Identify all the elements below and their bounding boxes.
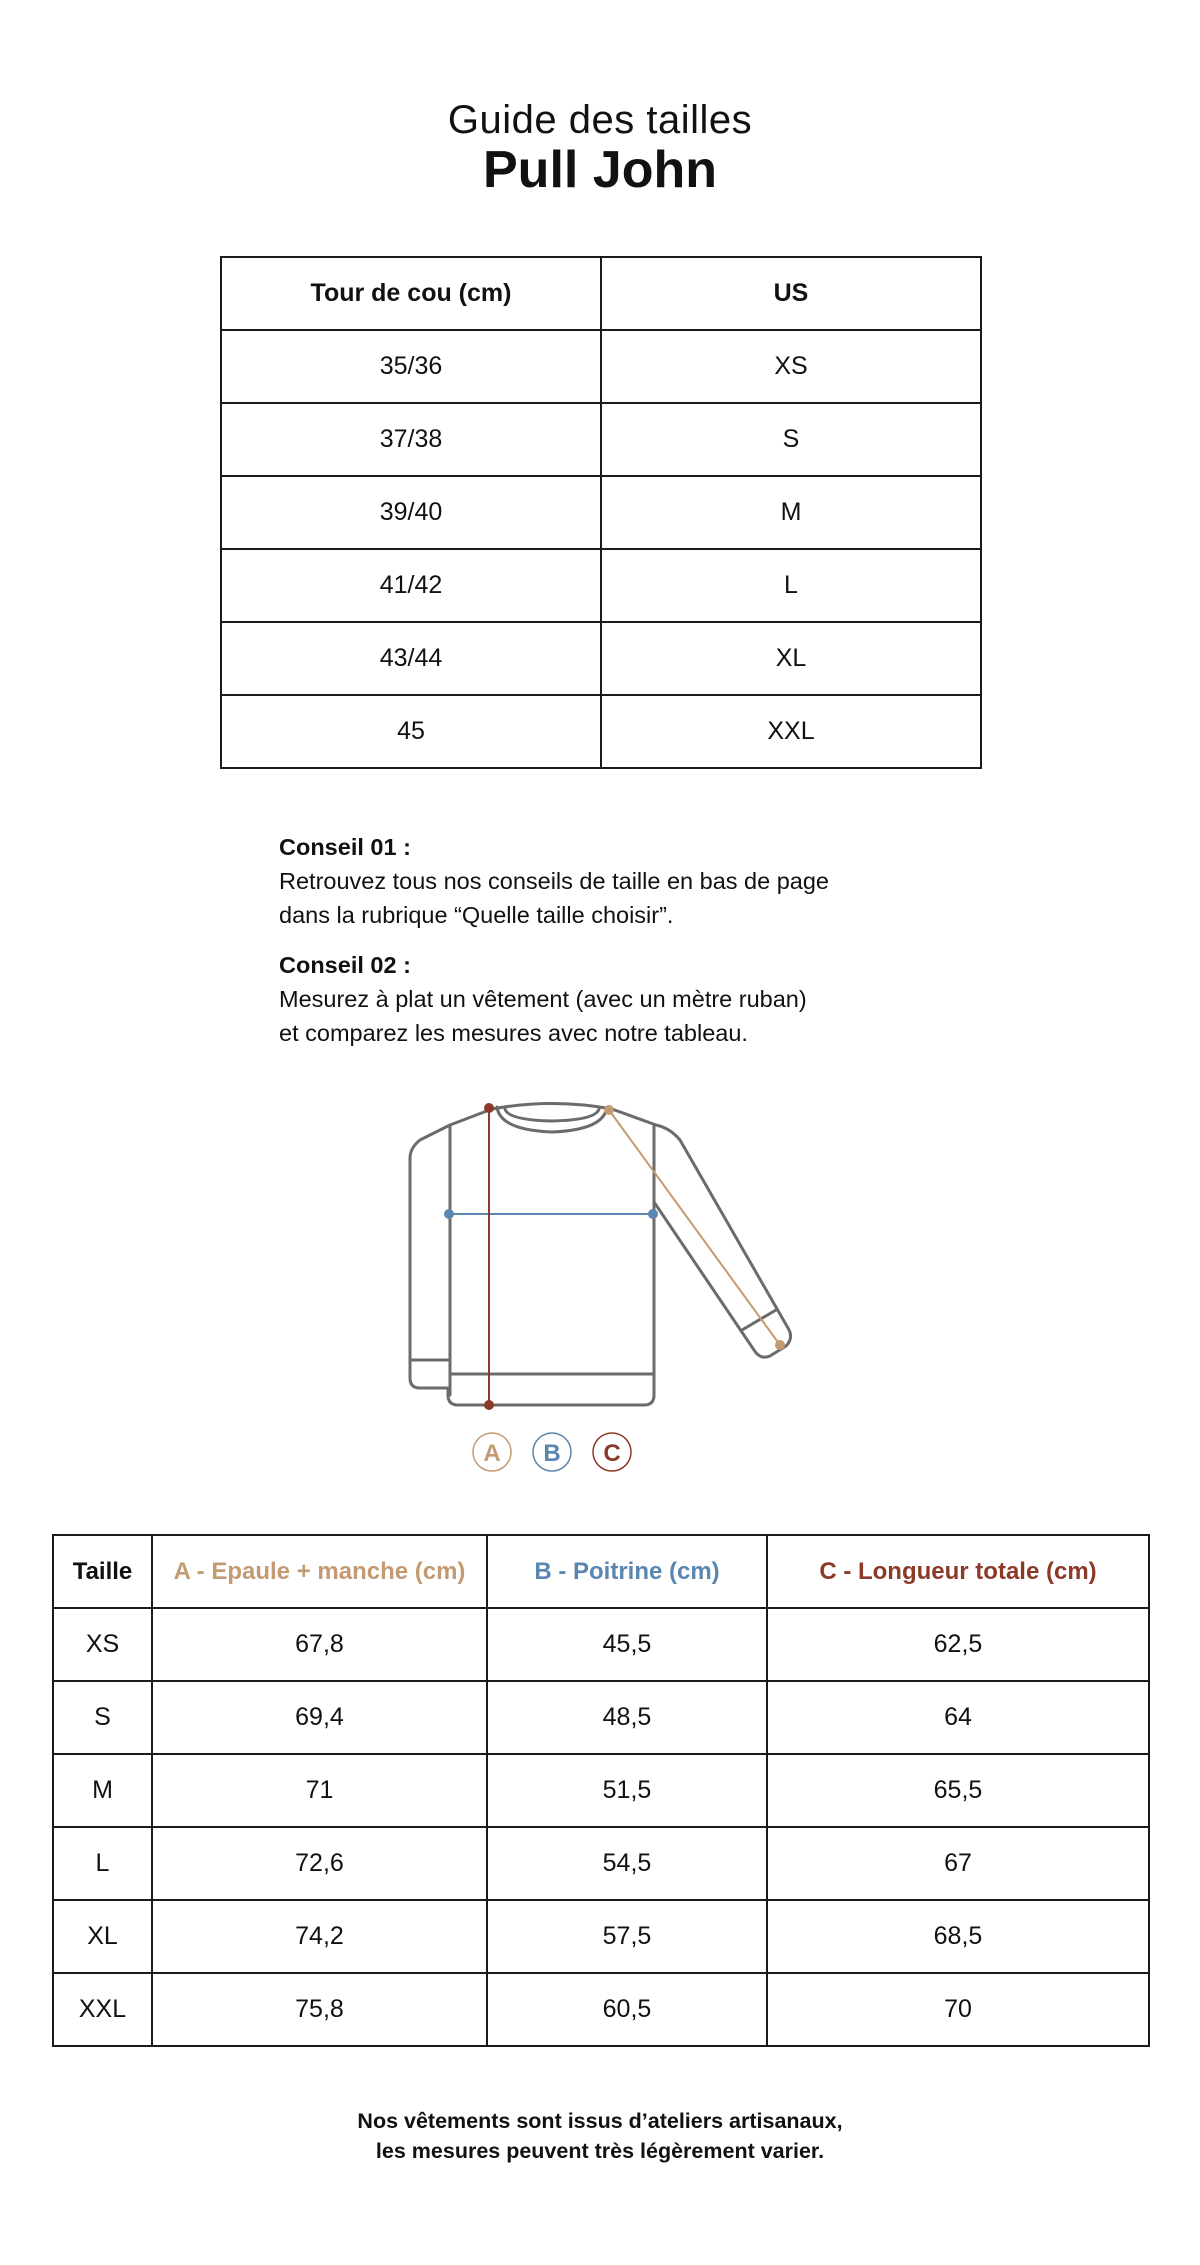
table-cell: 37/38 [221,403,601,476]
measure-line-a [609,1110,780,1345]
page-subtitle: Guide des tailles [447,98,753,142]
table-row [53,1827,1149,1900]
legend-badge-b [533,1433,571,1471]
table-row [221,330,981,403]
measure-point-c [484,1400,494,1410]
table-row [53,1754,1149,1827]
table-cell: M [53,1754,152,1827]
legend-letter: B [543,1440,561,1467]
tip-1 [279,830,979,932]
table-cell: 41/42 [221,549,601,622]
tip-2 [279,948,979,1050]
measure-point-b [444,1209,454,1219]
legend-badge-a [473,1433,511,1471]
table-row [221,549,981,622]
table-cell: 45 [221,695,601,768]
legend-badge-c [593,1433,631,1471]
table-row [221,695,981,768]
column-header-size: Taille [53,1535,152,1608]
footer-line: Nos vêtements sont issus d’ateliers artisanaux, [357,2109,843,2133]
column-header: US [601,257,981,330]
tip-text: Mesurez à plat un vêtement (avec un mètre ruban) [279,986,807,1012]
measure-point-a [604,1105,614,1115]
table-cell: 72,6 [152,1827,487,1900]
sweater-outline [410,1104,791,1406]
measurement-table [52,1534,1150,2047]
measure-point-a [775,1340,785,1350]
tip-text: Retrouvez tous nos conseils de taille en bas de page [279,868,829,894]
page-title: Pull John [483,141,717,199]
table-cell: 39/40 [221,476,601,549]
tip-label: Conseil 01 : [279,834,411,860]
legend-letter: A [483,1440,501,1467]
table-cell: 60,5 [487,1973,767,2046]
tip-text: dans la rubrique “Quelle taille choisir”. [279,902,674,928]
measure-point-b [648,1209,658,1219]
table-cell: 51,5 [487,1754,767,1827]
table-cell: M [601,476,981,549]
table-row [53,1681,1149,1754]
table-cell: L [601,549,981,622]
table-cell: 74,2 [152,1900,487,1973]
table-cell: 67,8 [152,1608,487,1681]
table-cell: 67 [767,1827,1149,1900]
table-cell: 57,5 [487,1900,767,1973]
table-cell: XS [601,330,981,403]
column-header-c: C - Longueur totale (cm) [767,1535,1149,1608]
footer-note [0,2106,1200,2166]
table-cell: 70 [767,1973,1149,2046]
table-cell: 64 [767,1681,1149,1754]
column-header-a: A - Epaule + manche (cm) [152,1535,487,1608]
table-header-row [221,257,981,330]
table-header-row [53,1535,1149,1608]
table-row [221,622,981,695]
table-row [53,1973,1149,2046]
measure-point-c [484,1103,494,1113]
sweater-measurement-diagram [400,1095,800,1475]
table-cell: 62,5 [767,1608,1149,1681]
table-row [53,1900,1149,1973]
table-cell: 35/36 [221,330,601,403]
table-cell: 45,5 [487,1608,767,1681]
table-row [53,1608,1149,1681]
table-cell: XL [53,1900,152,1973]
table-cell: 68,5 [767,1900,1149,1973]
table-cell: 54,5 [487,1827,767,1900]
table-cell: XXL [601,695,981,768]
table-row [221,476,981,549]
column-header: Tour de cou (cm) [221,257,601,330]
table-row [221,403,981,476]
table-cell: 75,8 [152,1973,487,2046]
footer-line: les mesures peuvent très légèrement varier. [375,2139,825,2163]
table-cell: L [53,1827,152,1900]
table-cell: XXL [53,1973,152,2046]
table-cell: S [53,1681,152,1754]
table-cell: XS [53,1608,152,1681]
table-cell: S [601,403,981,476]
tip-label: Conseil 02 : [279,952,411,978]
table-cell: 48,5 [487,1681,767,1754]
table-cell: 69,4 [152,1681,487,1754]
neck-size-table [220,256,982,769]
table-cell: 65,5 [767,1754,1149,1827]
legend-letter: C [603,1440,621,1467]
table-cell: 43/44 [221,622,601,695]
table-cell: 71 [152,1754,487,1827]
table-cell: XL [601,622,981,695]
tip-text: et comparez les mesures avec notre tableau. [279,1020,748,1046]
column-header-b: B - Poitrine (cm) [487,1535,767,1608]
